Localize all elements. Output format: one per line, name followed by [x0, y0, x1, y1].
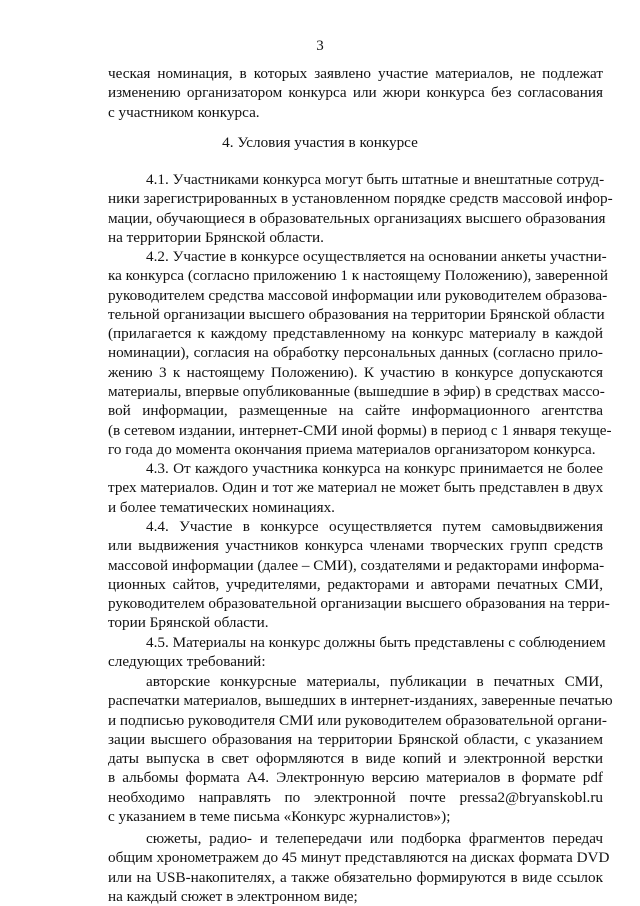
text-line: изменению организатором конкурса или жюри конкурса без согласования: [108, 84, 603, 102]
requirement-broadcasts: [108, 829, 610, 906]
text-line: авторские конкурсные материалы, публикации в печатных СМИ,: [146, 673, 603, 690]
text-line: распечатки материалов, вышедших в интернет-изданиях, заверенные печатью: [108, 692, 613, 710]
text-line: (в сетевом издании, интернет-СМИ иной формы) в период с 1 января текуще-: [108, 421, 612, 439]
text-line: в альбомы формата А4. Электронную версию материалов в формате pdf: [108, 769, 603, 787]
text-line: с участником конкурса.: [108, 103, 260, 121]
paragraph-4-4: [108, 517, 610, 633]
section-heading: 4. Условия участия в конкурсе: [222, 134, 418, 151]
text-line: и более тематических номинациях.: [108, 498, 335, 516]
text-line: 4.5. Материалы на конкурс должны быть представлены с соблюдением: [146, 634, 606, 651]
text-line: общим хронометражем до 45 минут представляются на дисках формата DVD: [108, 849, 610, 867]
text-line: ционных сайтов, учредителями, редакторами и авторами печатных СМИ,: [108, 575, 603, 593]
text-line: ники зарегистрированных в установленном порядке средств массовой инфор-: [108, 190, 613, 208]
text-line: или на USB-накопителях, а также обязательно формируются в виде ссылок: [108, 868, 603, 886]
text-line: тории Брянской области.: [108, 614, 269, 632]
page-number: 3: [316, 38, 324, 54]
text-line: на каждый сюжет в электронном виде;: [108, 887, 358, 905]
paragraph-4-1: [108, 170, 613, 247]
text-line: 4.2. Участие в конкурсе осуществляется на основании анкеты участни-: [146, 248, 607, 265]
text-line: с указанием в теме письма «Конкурс журналистов»);: [108, 808, 451, 826]
text-line: номинации), согласия на обработку персональных данных (согласно прило-: [108, 344, 603, 362]
text-line: необходимо направлять по электронной почте pressa2@bryanskobl.ru: [108, 788, 603, 806]
text-line: и подписью руководителя СМИ или руководителем образовательной органи-: [108, 711, 607, 729]
text-line: 4.4. Участие в конкурсе осуществляется путем самовыдвижения: [146, 518, 603, 535]
text-line: 4.1. Участниками конкурса могут быть штатные и внештатные сотруд-: [146, 171, 605, 188]
text-line: жению 3 к настоящему Положению). К участию в конкурсе допускаются: [108, 363, 603, 381]
text-line: сюжеты, радио- и телепередачи или подборка фрагментов передач: [146, 830, 603, 847]
paragraph-4-5: [108, 633, 606, 672]
text-line: 4.3. От каждого участника конкурса на конкурс принимается не более: [146, 460, 603, 477]
text-line: следующих требований:: [108, 653, 266, 671]
text-line: вой информации, размещенные на сайте информационного агентства: [108, 402, 603, 420]
text-line: массовой информации (далее – СМИ), создателями и редакторами информа-: [108, 556, 605, 574]
text-line: трех материалов. Один и тот же материал не может быть представлен в двух: [108, 479, 604, 497]
text-line: ка конкурса (согласно приложению 1 к настоящему Положению), заверенной: [108, 267, 608, 285]
text-line: (прилагается к каждому представленному на конкурс материалу в каждой: [108, 325, 603, 343]
text-line: на территории Брянской области.: [108, 228, 324, 246]
text-line: мации, обучающиеся в образовательных организациях высшего образования: [108, 209, 606, 227]
text-line: руководителем образовательной организации высшего образования на терри-: [108, 595, 610, 613]
requirement-materials: [108, 672, 613, 826]
text-line: или выдвижения участников конкурса членами творческих групп средств: [108, 537, 603, 555]
paragraph-4-2: [108, 247, 612, 459]
text-line: материалы, впервые опубликованные (вышедшие в эфир) в средствах массо-: [108, 383, 605, 401]
text-line: руководителем средства массовой информации или руководителем образова-: [108, 286, 608, 304]
text-line: даты выпуска в свет оформляются в виде копий и электронной верстки: [108, 750, 603, 768]
text-line: го года до момента окончания приема материалов организатором конкурса.: [108, 440, 596, 458]
intro-paragraph: [108, 64, 603, 122]
paragraph-4-3: [108, 459, 603, 517]
text-line: зации высшего образования на территории Брянской области, с указанием: [108, 730, 603, 748]
text-line: ческая номинация, в которых заявлено участие материалов, не подлежат: [108, 65, 603, 82]
text-line: тельной организации высшего образования на территории Брянской области: [108, 305, 605, 323]
